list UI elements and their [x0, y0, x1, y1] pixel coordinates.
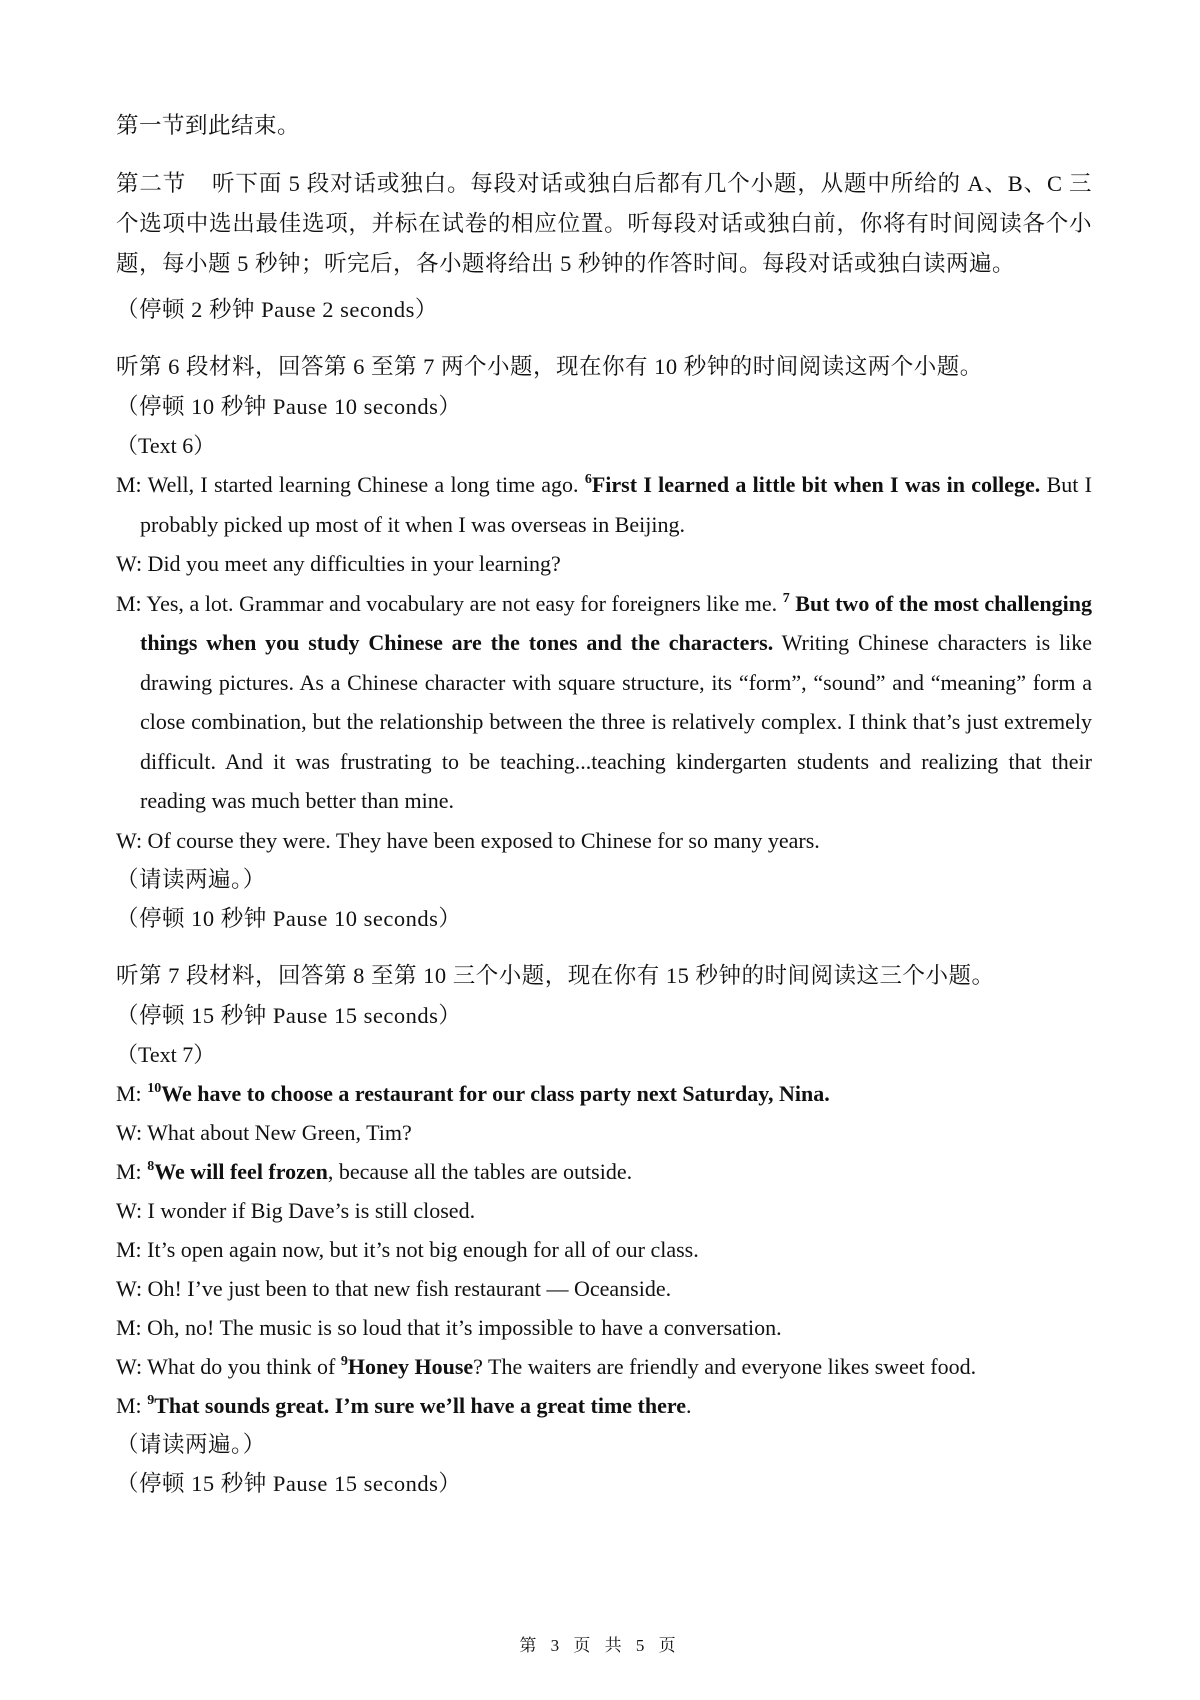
dialogue-text: , because all the tables are outside. — [327, 1159, 633, 1184]
dialogue-line — [116, 465, 1092, 544]
dialogue-line: W: Oh! I’ve just been to that new fish restaurant — Oceanside. — [116, 1276, 672, 1301]
speaker-label: M: — [116, 1393, 148, 1418]
key-sentence: We have to choose a restaurant for our class party next Saturday, Nina. — [161, 1081, 830, 1106]
section2-heading: 第二节 — [116, 171, 187, 196]
dialogue-line: W: I wonder if Big Dave’s is still closed. — [116, 1198, 476, 1223]
dialogue-line — [116, 1347, 1092, 1386]
key-sentence: We will feel frozen — [154, 1159, 328, 1184]
question-marker: 8 — [147, 1159, 155, 1174]
speaker-label: M: — [116, 1081, 148, 1106]
question-marker: 9 — [340, 1354, 348, 1369]
pause-note: （停顿 15 秒钟 Pause 15 seconds） — [116, 1471, 462, 1496]
read-twice-note: （请读两遍。） — [116, 867, 266, 892]
dialogue-line: W: What about New Green, Tim? — [116, 1120, 412, 1145]
pause-note: （停顿 10 秒钟 Pause 10 seconds） — [116, 394, 462, 419]
key-sentence: That sounds great. I’m sure we’ll have a great time there — [154, 1393, 687, 1418]
section1-end: 第一节到此结束。 — [116, 113, 301, 138]
dialogue-text: Writing Chinese characters is like drawing pictures. As a Chinese character with square structure, its “form”, “sound” and “meaning” form a close combination, but the relationship between the three is relatively complex. I think that’s just extremely difficult. And it was frustrating to be teaching...teaching kindergarten students and realizing that their reading was much better than mine. — [140, 630, 1092, 813]
dialogue-text: W: What do you think of — [116, 1354, 341, 1379]
read-twice-note: （请读两遍。） — [116, 1432, 266, 1457]
key-sentence: But two of the most challenging things when you study Chinese are the tones and the characters. — [140, 590, 1092, 655]
text6-instruction: 听第 6 段材料，回答第 6 至第 7 两个小题，现在你有 10 秒钟的时间阅读这两个小题。 — [116, 354, 983, 379]
dialogue-text: Well, I started learning Chinese a long time ago. — [147, 472, 585, 497]
pause-note: （停顿 2 秒钟 Pause 2 seconds） — [116, 297, 438, 322]
dialogue-text: But I probably picked up most of it when I was overseas in Beijing. — [140, 472, 1092, 537]
dialogue-line — [116, 584, 1092, 821]
key-phrase: Honey House — [347, 1354, 474, 1379]
question-marker: 6 — [584, 472, 592, 487]
pause-note: （停顿 10 秒钟 Pause 10 seconds） — [116, 906, 462, 931]
text6-label: （Text 6） — [116, 433, 216, 458]
dialogue-line: W: Did you meet any difficulties in your learning? — [116, 551, 561, 576]
question-marker: 7 — [782, 590, 790, 606]
page-footer: 第 3 页 共 5 页 — [519, 1636, 681, 1655]
text7-instruction: 听第 7 段材料，回答第 8 至第 10 三个小题，现在你有 15 秒钟的时间阅读这三个小题。 — [116, 963, 995, 988]
question-marker: 9 — [147, 1393, 155, 1408]
dialogue-text: Yes, a lot. Grammar and vocabulary are not easy for foreigners like me. — [146, 590, 783, 616]
dialogue-line — [116, 1074, 1092, 1113]
dialogue-line — [116, 1386, 1092, 1425]
text7-label: （Text 7） — [116, 1042, 216, 1067]
dialogue-text: ? The waiters are friendly and everyone likes sweet food. — [473, 1354, 977, 1379]
speaker-label: M: — [116, 472, 148, 497]
dialogue-line: M: It’s open again now, but it’s not big enough for all of our class. — [116, 1237, 699, 1262]
dialogue-line — [116, 1152, 1092, 1191]
speaker-label: M: — [116, 1159, 148, 1184]
dialogue-text: . — [686, 1393, 692, 1418]
dialogue-line: M: Oh, no! The music is so loud that it’s impossible to have a conversation. — [116, 1315, 782, 1340]
key-sentence: First I learned a little bit when I was in college. — [591, 472, 1041, 497]
question-marker: 10 — [147, 1081, 162, 1096]
section2-instructions — [116, 164, 1092, 284]
pause-note: （停顿 15 秒钟 Pause 15 seconds） — [116, 1003, 462, 1028]
dialogue-line: W: Of course they were. They have been exposed to Chinese for so many years. — [116, 827, 820, 853]
speaker-label: M: — [116, 590, 147, 616]
section2-instruction-text: 听下面 5 段对话或独白。每段对话或独白后都有几个小题，从题中所给的 A、B、C 三个选项中选出最佳选项，并标在试卷的相应位置。听每段对话或独白前，你将有时间阅读各个小题，每小题 5 秒钟；听完后，各小题将给出 5 秒钟的作答时间。每段对话或独白读两遍。 — [116, 171, 1092, 276]
